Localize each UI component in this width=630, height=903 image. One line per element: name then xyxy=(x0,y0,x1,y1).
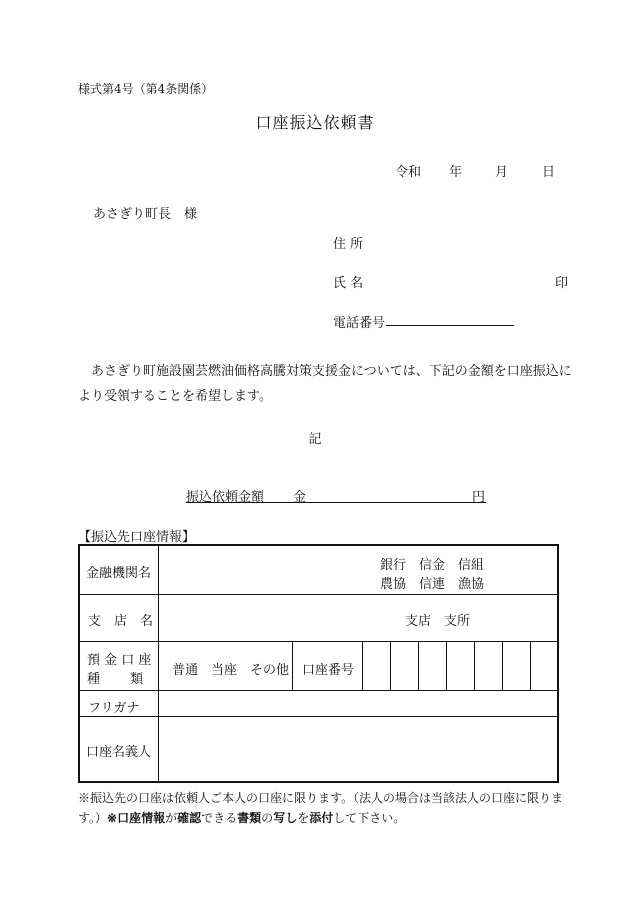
document-title: 口座振込依頼書 xyxy=(255,113,375,132)
digit-box-divider xyxy=(502,641,503,690)
phone-label: 電話番号 xyxy=(333,316,386,331)
footnote-bold: 書類 xyxy=(237,811,262,825)
digit-box-divider xyxy=(530,641,531,690)
name-label: 氏 名 xyxy=(333,276,364,291)
seal-mark: 印 xyxy=(555,276,569,291)
date-day: 日 xyxy=(542,165,556,180)
branch-types: 支店 支所 xyxy=(405,614,471,629)
row-divider xyxy=(80,716,557,717)
footnote-text: の xyxy=(261,811,274,825)
row-divider xyxy=(80,690,557,691)
account-number-label: 口座番号 xyxy=(302,663,355,678)
address-label: 住 所 xyxy=(333,237,364,252)
deposit-type-label-line1: 預 金 口 座 xyxy=(87,653,152,668)
footnote-bold: ※口座情報 xyxy=(107,811,166,825)
ki-heading: 記 xyxy=(308,432,322,447)
footnote-bold: 添付 xyxy=(309,811,334,825)
account-number-divider xyxy=(362,641,363,690)
addressee: あさぎり町長 様 xyxy=(93,207,198,222)
digit-box-divider xyxy=(474,641,475,690)
footnote-text: できる xyxy=(201,811,238,825)
footnote-text: を xyxy=(297,811,310,825)
footnote-bold: 写し xyxy=(273,811,298,825)
branch-name-label: 支 店 名 xyxy=(88,614,154,629)
digit-box-divider xyxy=(446,641,447,690)
column-divider xyxy=(158,546,159,781)
deposit-divider xyxy=(292,641,293,690)
date-year: 年 xyxy=(449,165,463,180)
footnote-text: が xyxy=(165,811,178,825)
furigana-label: フリガナ xyxy=(88,701,140,716)
account-holder-label: 口座名義人 xyxy=(86,745,152,760)
row-divider xyxy=(80,594,557,595)
footnote xyxy=(78,788,574,828)
footnote-text: して下さい。 xyxy=(333,811,406,825)
digit-box-divider xyxy=(418,641,419,690)
date-era: 令和 xyxy=(395,165,422,180)
bank-types-line2: 農協 信連 漁協 xyxy=(380,577,485,592)
form-number: 様式第4号（第4条関係） xyxy=(78,82,214,96)
footnote-line1: ※振込先の口座は依頼人ご本人の口座に限ります。（法人の場合は当該法人の口座に限ります。） xyxy=(78,791,564,825)
amount-kin: 金 xyxy=(293,490,307,505)
deposit-type-label-line2: 種 類 xyxy=(87,672,144,687)
section-title: 【振込先口座情報】 xyxy=(78,530,196,545)
amount-label: 振込依頼金額 xyxy=(186,490,265,505)
account-info-table xyxy=(78,544,559,783)
deposit-type-options: 普通 当座 その他 xyxy=(172,663,290,678)
row-divider xyxy=(80,641,557,642)
date-month: 月 xyxy=(495,165,509,180)
request-body-text: あさぎり町施設園芸燃油価格高騰対策支援金については、下記の金額を口座振込により受領することを希望します。 xyxy=(78,364,572,404)
bank-types-line1: 銀行 信金 信組 xyxy=(380,558,485,573)
amount-yen: 円 xyxy=(472,490,486,505)
footnote-bold: 確認 xyxy=(177,811,202,825)
bank-name-label: 金融機関名 xyxy=(86,566,152,581)
digit-box-divider xyxy=(390,641,391,690)
phone-underline xyxy=(386,313,514,326)
